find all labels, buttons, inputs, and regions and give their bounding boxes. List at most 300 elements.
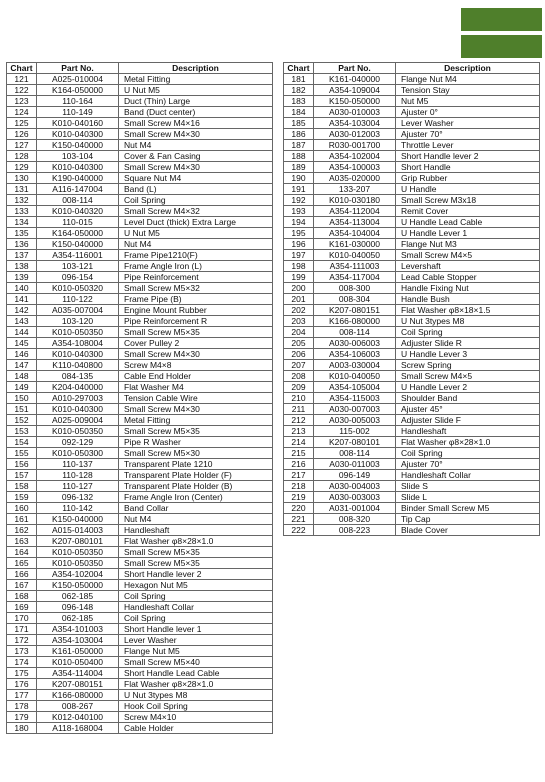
table-row	[284, 184, 540, 195]
part-number: K207-080101	[37, 536, 119, 547]
chart-number: 139	[7, 272, 37, 283]
part-description: Short Handle Lead Cable	[119, 668, 273, 679]
table-row	[7, 129, 273, 140]
part-description: Small Screw M3x18	[396, 195, 540, 206]
header-chart: Chart	[7, 63, 37, 74]
part-number: 096-149	[314, 470, 396, 481]
part-description: Nut M4	[119, 239, 273, 250]
chart-number: 175	[7, 668, 37, 679]
part-number: 103-104	[37, 151, 119, 162]
chart-number: 216	[284, 459, 314, 470]
part-description: Short Handle	[396, 162, 540, 173]
table-row	[7, 514, 273, 525]
chart-number: 201	[284, 294, 314, 305]
chart-number: 154	[7, 437, 37, 448]
part-number: A354-113004	[314, 217, 396, 228]
part-number: A118-168004	[37, 723, 119, 734]
part-number: K010-050320	[37, 283, 119, 294]
part-description: Handleshaft Collar	[396, 470, 540, 481]
part-description: Lever Washer	[396, 118, 540, 129]
table-row	[284, 173, 540, 184]
part-description: Duct (Thin) Large	[119, 96, 273, 107]
part-description: Metal Fitting	[119, 74, 273, 85]
table-row	[7, 701, 273, 712]
part-description: Level Duct (thick) Extra Large	[119, 217, 273, 228]
chart-number: 163	[7, 536, 37, 547]
part-description: Cable End Holder	[119, 371, 273, 382]
part-description: Ajuster 70°	[396, 129, 540, 140]
chart-number: 180	[7, 723, 37, 734]
table-row	[284, 74, 540, 85]
chart-number: 162	[7, 525, 37, 536]
part-number: 096-132	[37, 492, 119, 503]
table-row	[7, 437, 273, 448]
chart-number: 137	[7, 250, 37, 261]
table-row	[7, 217, 273, 228]
table-row	[7, 151, 273, 162]
table-row	[284, 437, 540, 448]
table-row	[7, 580, 273, 591]
chart-number: 146	[7, 349, 37, 360]
part-description: Screw M4×8	[119, 360, 273, 371]
table-row	[7, 679, 273, 690]
chart-number: 145	[7, 338, 37, 349]
part-number: A354-117004	[314, 272, 396, 283]
header-part-no: Part No.	[37, 63, 119, 74]
part-number: 008-267	[37, 701, 119, 712]
table-row	[7, 657, 273, 668]
chart-number: 138	[7, 261, 37, 272]
part-number: K010-040300	[37, 349, 119, 360]
part-number: K207-080151	[314, 305, 396, 316]
table-row	[284, 272, 540, 283]
table-row	[7, 393, 273, 404]
chart-number: 161	[7, 514, 37, 525]
part-description: Short Handle lever 1	[119, 624, 273, 635]
table-row	[7, 272, 273, 283]
part-description: Hexagon Nut M5	[119, 580, 273, 591]
chart-number: 149	[7, 382, 37, 393]
chart-number: 150	[7, 393, 37, 404]
parts-table-left-body	[7, 74, 273, 734]
part-number: A354-106003	[314, 349, 396, 360]
table-row	[7, 140, 273, 151]
part-number: 110-164	[37, 96, 119, 107]
part-number: K150-040000	[37, 514, 119, 525]
chart-number: 131	[7, 184, 37, 195]
part-description: Flat Washer φ8×18×1.5	[396, 305, 540, 316]
part-number: 062-185	[37, 591, 119, 602]
chart-number: 194	[284, 217, 314, 228]
part-number: 110-142	[37, 503, 119, 514]
part-description: Transparent Plate Holder (F)	[119, 470, 273, 481]
chart-number: 209	[284, 382, 314, 393]
table-row	[284, 118, 540, 129]
chart-number: 165	[7, 558, 37, 569]
part-description: Adjuster Slide F	[396, 415, 540, 426]
table-row	[7, 635, 273, 646]
chart-number: 147	[7, 360, 37, 371]
table-row	[7, 195, 273, 206]
part-number: K164-050000	[37, 228, 119, 239]
part-number: K161-050000	[37, 646, 119, 657]
part-number: A354-108004	[37, 338, 119, 349]
part-description: Slide S	[396, 481, 540, 492]
green-header-block-bottom	[461, 35, 542, 58]
chart-number: 144	[7, 327, 37, 338]
chart-number: 133	[7, 206, 37, 217]
table-row	[7, 690, 273, 701]
chart-number: 151	[7, 404, 37, 415]
part-description: Blade Cover	[396, 525, 540, 536]
part-description: Flat Washer φ8×28×1.0	[119, 679, 273, 690]
part-description: Coil Spring	[119, 195, 273, 206]
part-description: Handleshaft Collar	[119, 602, 273, 613]
chart-number: 164	[7, 547, 37, 558]
chart-number: 214	[284, 437, 314, 448]
chart-number: 152	[7, 415, 37, 426]
part-number: 103-121	[37, 261, 119, 272]
table-row	[7, 74, 273, 85]
table-row	[7, 558, 273, 569]
table-row	[7, 525, 273, 536]
part-description: Screw M4×10	[119, 712, 273, 723]
table-row	[7, 360, 273, 371]
part-number: K010-040160	[37, 118, 119, 129]
part-description: Shoulder Band	[396, 393, 540, 404]
table-row	[7, 481, 273, 492]
part-description: U Handle Lever 3	[396, 349, 540, 360]
chart-number: 185	[284, 118, 314, 129]
part-description: Cable Holder	[119, 723, 273, 734]
table-row	[7, 118, 273, 129]
part-description: Lever Washer	[119, 635, 273, 646]
chart-number: 188	[284, 151, 314, 162]
chart-number: 195	[284, 228, 314, 239]
part-number: 103-120	[37, 316, 119, 327]
table-row	[7, 96, 273, 107]
part-description: Transparent Plate Holder (B)	[119, 481, 273, 492]
part-description: Hook Coil Spring	[119, 701, 273, 712]
chart-number: 203	[284, 316, 314, 327]
table-row	[7, 492, 273, 503]
table-row	[7, 646, 273, 657]
part-number: 110-122	[37, 294, 119, 305]
chart-number: 124	[7, 107, 37, 118]
chart-number: 183	[284, 96, 314, 107]
table-row	[284, 151, 540, 162]
part-description: Short Handle lever 2	[396, 151, 540, 162]
part-description: U Handle Lever 1	[396, 228, 540, 239]
table-row	[284, 316, 540, 327]
table-row	[7, 503, 273, 514]
table-header-row	[284, 63, 540, 74]
table-row	[284, 459, 540, 470]
part-number: A035-020000	[314, 173, 396, 184]
part-number: 110-128	[37, 470, 119, 481]
part-description: Handle Bush	[396, 294, 540, 305]
part-number: K166-080000	[314, 316, 396, 327]
table-row	[7, 382, 273, 393]
part-number: A030-004003	[314, 481, 396, 492]
part-description: Metal Fitting	[119, 415, 273, 426]
table-row	[284, 349, 540, 360]
chart-number: 166	[7, 569, 37, 580]
table-row	[7, 338, 273, 349]
table-row	[284, 371, 540, 382]
part-description: Levershaft	[396, 261, 540, 272]
chart-number: 158	[7, 481, 37, 492]
part-description: Adjuster Slide R	[396, 338, 540, 349]
part-number: A010-297003	[37, 393, 119, 404]
table-row	[7, 470, 273, 481]
chart-number: 148	[7, 371, 37, 382]
part-number: A015-014003	[37, 525, 119, 536]
part-description: Handleshaft	[119, 525, 273, 536]
chart-number: 157	[7, 470, 37, 481]
part-description: Flange Nut M4	[396, 74, 540, 85]
table-row	[7, 547, 273, 558]
part-number: A025-010004	[37, 74, 119, 85]
part-description: Tip Cap	[396, 514, 540, 525]
part-number: A116-147004	[37, 184, 119, 195]
table-row	[7, 415, 273, 426]
part-number: 110-127	[37, 481, 119, 492]
table-row	[7, 184, 273, 195]
chart-number: 182	[284, 85, 314, 96]
chart-number: 123	[7, 96, 37, 107]
part-description: Handleshaft	[396, 426, 540, 437]
chart-number: 191	[284, 184, 314, 195]
chart-number: 186	[284, 129, 314, 140]
parts-table-right	[283, 62, 540, 536]
part-number: 008-304	[314, 294, 396, 305]
part-number: 096-154	[37, 272, 119, 283]
table-row	[7, 294, 273, 305]
part-description: Square Nut M4	[119, 173, 273, 184]
part-description: U Nut 3types M8	[119, 690, 273, 701]
chart-number: 122	[7, 85, 37, 96]
table-row	[284, 327, 540, 338]
part-description: Nut M4	[119, 140, 273, 151]
part-number: K010-040300	[37, 162, 119, 173]
table-row	[7, 239, 273, 250]
chart-number: 168	[7, 591, 37, 602]
part-description: Throttle Lever	[396, 140, 540, 151]
part-description: U Nut 3types M8	[396, 316, 540, 327]
part-description: Flange Nut M3	[396, 239, 540, 250]
table-row	[284, 206, 540, 217]
chart-number: 160	[7, 503, 37, 514]
part-description: Pipe Reinforcement R	[119, 316, 273, 327]
chart-number: 129	[7, 162, 37, 173]
part-number: K190-040000	[37, 173, 119, 184]
part-number: K010-050400	[37, 657, 119, 668]
part-description: Lead Cable Stopper	[396, 272, 540, 283]
part-number: 133-207	[314, 184, 396, 195]
table-row	[284, 162, 540, 173]
part-description: Transparent Plate 1210	[119, 459, 273, 470]
chart-number: 198	[284, 261, 314, 272]
header-description: Description	[119, 63, 273, 74]
chart-number: 178	[7, 701, 37, 712]
part-number: A030-007003	[314, 404, 396, 415]
part-description: U Handle Lead Cable	[396, 217, 540, 228]
header-part-no: Part No.	[314, 63, 396, 74]
part-description: Flat Washer φ8×28×1.0	[396, 437, 540, 448]
part-number: K110-040800	[37, 360, 119, 371]
part-description: Handle Fixing Nut	[396, 283, 540, 294]
part-number: A354-104004	[314, 228, 396, 239]
part-number: A025-009004	[37, 415, 119, 426]
chart-number: 174	[7, 657, 37, 668]
part-description: U Nut M5	[119, 228, 273, 239]
part-number: K012-040100	[37, 712, 119, 723]
part-number: 110-149	[37, 107, 119, 118]
chart-number: 210	[284, 393, 314, 404]
table-row	[284, 85, 540, 96]
part-number: A354-111003	[314, 261, 396, 272]
part-description: Small Screw M4×32	[119, 206, 273, 217]
part-description: Tension Stay	[396, 85, 540, 96]
part-description: Coil Spring	[119, 591, 273, 602]
table-row	[7, 206, 273, 217]
part-number: A354-103004	[37, 635, 119, 646]
part-number: A354-114004	[37, 668, 119, 679]
part-description: Frame Pipe (B)	[119, 294, 273, 305]
table-row	[284, 503, 540, 514]
part-number: A354-102004	[314, 151, 396, 162]
part-description: Grip Rubber	[396, 173, 540, 184]
part-number: A030-010003	[314, 107, 396, 118]
part-description: Small Screw M5×35	[119, 558, 273, 569]
chart-number: 141	[7, 294, 37, 305]
part-number: 096-148	[37, 602, 119, 613]
part-number: A354-103004	[314, 118, 396, 129]
part-description: Small Screw M5×32	[119, 283, 273, 294]
part-description: Coil Spring	[119, 613, 273, 624]
table-row	[284, 492, 540, 503]
chart-number: 218	[284, 481, 314, 492]
chart-number: 184	[284, 107, 314, 118]
part-description: Ajuster 0°	[396, 107, 540, 118]
table-row	[7, 569, 273, 580]
table-row	[284, 415, 540, 426]
chart-number: 189	[284, 162, 314, 173]
table-row	[7, 327, 273, 338]
chart-number: 130	[7, 173, 37, 184]
chart-number: 171	[7, 624, 37, 635]
chart-number: 136	[7, 239, 37, 250]
part-number: A030-012003	[314, 129, 396, 140]
table-row	[7, 349, 273, 360]
chart-number: 220	[284, 503, 314, 514]
part-description: Frame Pipe1210(F)	[119, 250, 273, 261]
part-description: Band (L)	[119, 184, 273, 195]
table-row	[284, 426, 540, 437]
part-number: K010-040050	[314, 371, 396, 382]
chart-number: 222	[284, 525, 314, 536]
part-description: Coil Spring	[396, 448, 540, 459]
chart-number: 213	[284, 426, 314, 437]
part-description: Ajuster 45°	[396, 404, 540, 415]
table-row	[284, 481, 540, 492]
table-row	[284, 525, 540, 536]
table-row	[284, 338, 540, 349]
chart-number: 134	[7, 217, 37, 228]
chart-number: 128	[7, 151, 37, 162]
chart-number: 200	[284, 283, 314, 294]
part-number: A030-005003	[314, 415, 396, 426]
part-description: Band (Duct center)	[119, 107, 273, 118]
chart-number: 208	[284, 371, 314, 382]
chart-number: 125	[7, 118, 37, 129]
table-row	[284, 294, 540, 305]
part-number: A035-007004	[37, 305, 119, 316]
table-row	[7, 107, 273, 118]
chart-number: 192	[284, 195, 314, 206]
part-number: K164-050000	[37, 85, 119, 96]
part-description: Flange Nut M5	[119, 646, 273, 657]
part-number: A030-011003	[314, 459, 396, 470]
chart-number: 196	[284, 239, 314, 250]
part-description: Engine Mount Rubber	[119, 305, 273, 316]
part-number: A003-030004	[314, 360, 396, 371]
chart-number: 135	[7, 228, 37, 239]
part-description: Nut M5	[396, 96, 540, 107]
part-description: Pipe R Washer	[119, 437, 273, 448]
part-description: Flat Washer M4	[119, 382, 273, 393]
table-row	[284, 283, 540, 294]
chart-number: 127	[7, 140, 37, 151]
part-description: Frame Angle Iron (L)	[119, 261, 273, 272]
part-number: A354-115003	[314, 393, 396, 404]
chart-number: 176	[7, 679, 37, 690]
header-chart: Chart	[284, 63, 314, 74]
part-description: Small Screw M5×35	[119, 426, 273, 437]
table-row	[284, 195, 540, 206]
part-number: A354-102004	[37, 569, 119, 580]
chart-number: 173	[7, 646, 37, 657]
part-description: Binder Small Screw M5	[396, 503, 540, 514]
chart-number: 207	[284, 360, 314, 371]
table-row	[284, 448, 540, 459]
part-number: K150-050000	[37, 580, 119, 591]
part-number: 092-129	[37, 437, 119, 448]
part-description: Cover & Fan Casing	[119, 151, 273, 162]
chart-number: 169	[7, 602, 37, 613]
part-number: R030-001700	[314, 140, 396, 151]
table-row	[284, 514, 540, 525]
table-row	[7, 371, 273, 382]
chart-number: 177	[7, 690, 37, 701]
table-row	[7, 459, 273, 470]
table-row	[7, 591, 273, 602]
table-row	[7, 316, 273, 327]
part-description: Ajuster 70°	[396, 459, 540, 470]
part-number: 008-114	[314, 448, 396, 459]
table-row	[284, 470, 540, 481]
table-header-row	[7, 63, 273, 74]
chart-number: 126	[7, 129, 37, 140]
table-row	[7, 85, 273, 96]
chart-number: 121	[7, 74, 37, 85]
part-description: Small Screw M5×40	[119, 657, 273, 668]
chart-number: 211	[284, 404, 314, 415]
part-number: K150-040000	[37, 239, 119, 250]
parts-table-left	[6, 62, 273, 734]
part-description: Pipe Reinforcement	[119, 272, 273, 283]
